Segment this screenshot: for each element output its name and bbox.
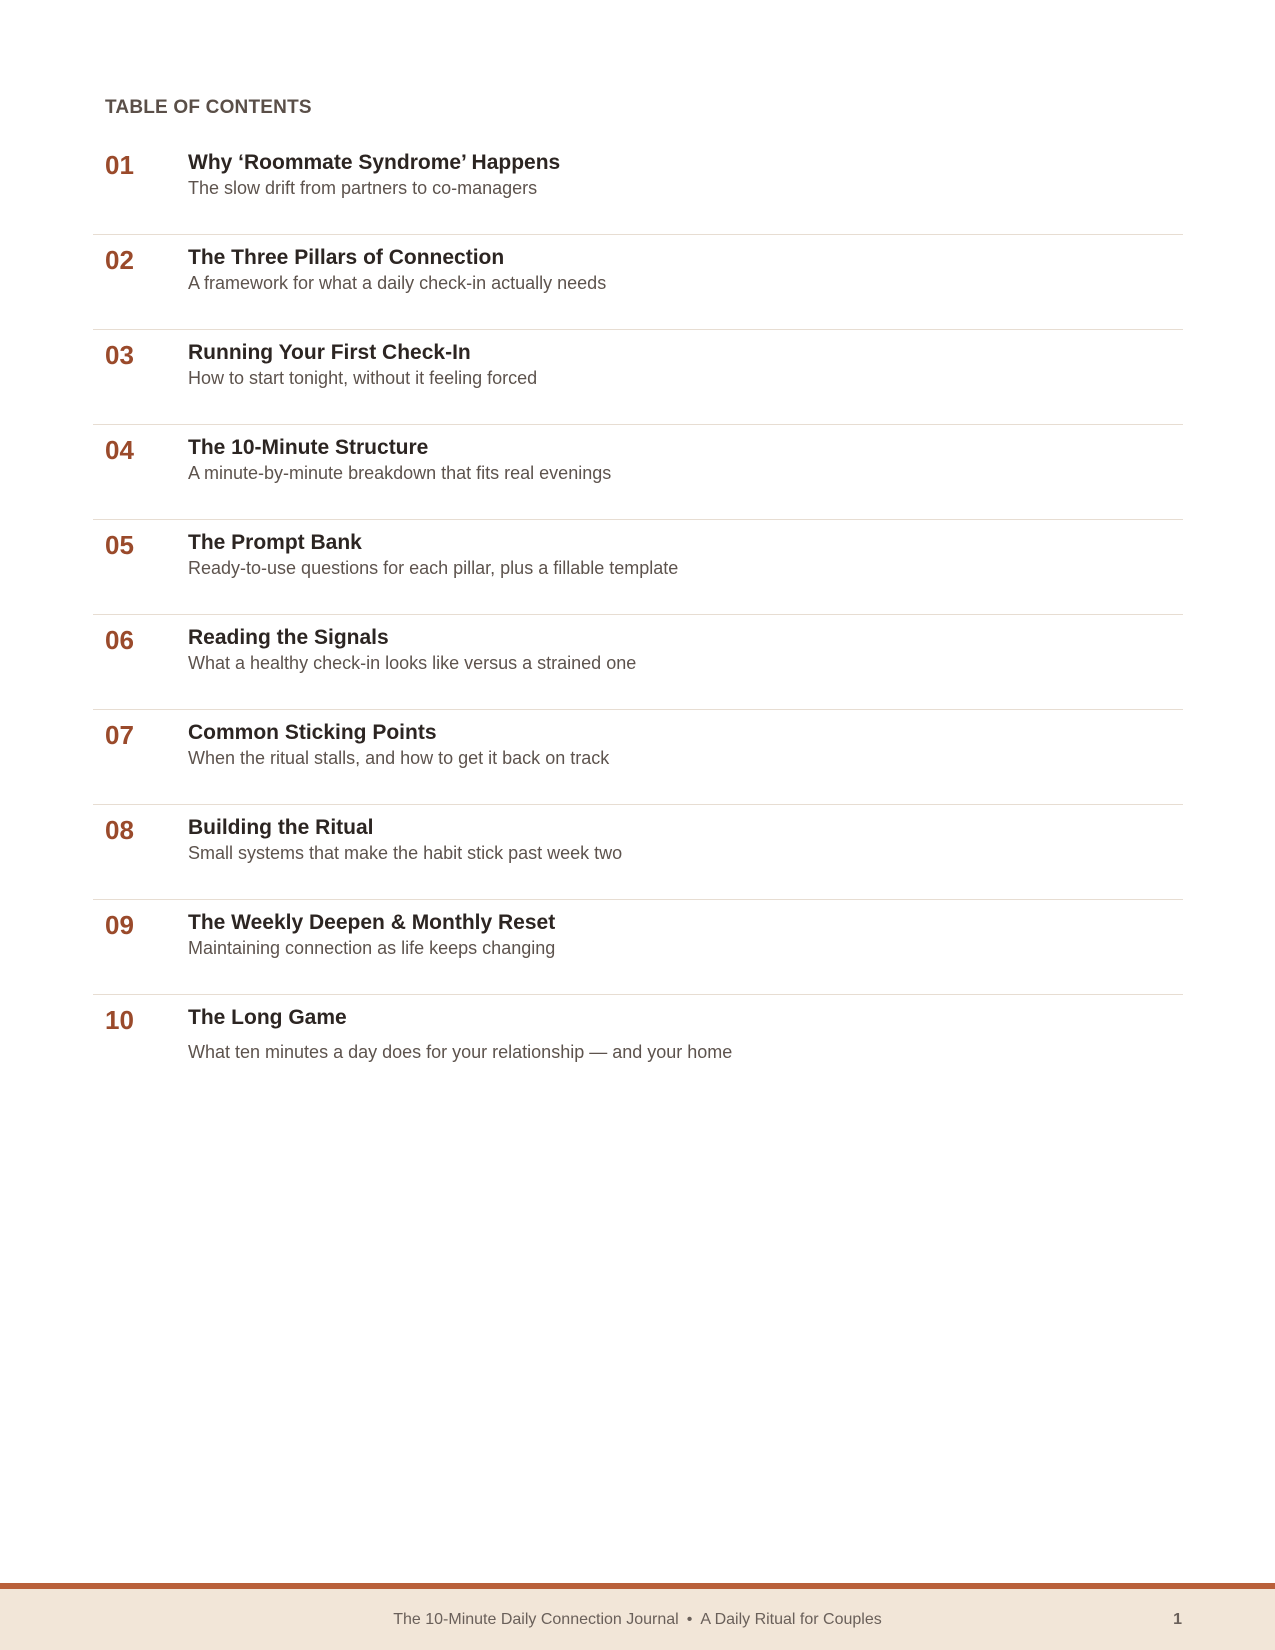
toc-heading: TABLE OF CONTENTS: [105, 97, 312, 118]
toc-entry-subtitle: When the ritual stalls, and how to get it back on track: [188, 748, 610, 768]
toc-entry[interactable]: [93, 615, 1183, 710]
toc-entry-subtitle: How to start tonight, without it feeling forced: [188, 368, 538, 388]
toc-entry-title[interactable]: Common Sticking Points: [188, 721, 437, 744]
footer-separator: •: [686, 1611, 693, 1628]
toc-entry-subtitle: What ten minutes a day does for your relationship — and your home: [188, 1042, 733, 1062]
toc-entry-title[interactable]: The Prompt Bank: [188, 531, 362, 554]
toc-entry-number: 10: [105, 1005, 134, 1035]
toc-entry-title[interactable]: Reading the Signals: [188, 626, 389, 649]
toc-entry[interactable]: [93, 140, 1183, 235]
toc-list: [93, 140, 1183, 1090]
toc-entry[interactable]: [93, 425, 1183, 520]
toc-entry-subtitle: What a healthy check-in looks like versus a strained one: [188, 653, 637, 673]
toc-entry-subtitle: A framework for what a daily check-in actually needs: [188, 273, 607, 293]
toc-entry-title[interactable]: Building the Ritual: [188, 816, 374, 839]
toc-entry-title[interactable]: The Three Pillars of Connection: [188, 246, 505, 269]
footer-book-title: The 10-Minute Daily Connection Journal: [393, 1611, 679, 1628]
toc-entry-number: 07: [105, 720, 134, 750]
toc-entry-subtitle: Small systems that make the habit stick past week two: [188, 843, 623, 863]
page-number: 1: [1173, 1611, 1182, 1628]
toc-entry-number: 09: [105, 910, 134, 940]
toc-entry[interactable]: [93, 900, 1183, 995]
footer-tagline: A Daily Ritual for Couples: [700, 1611, 882, 1628]
toc-entry-title[interactable]: Running Your First Check-In: [188, 341, 471, 364]
toc-entry-subtitle: A minute-by-minute breakdown that fits real evenings: [188, 463, 612, 483]
toc-entry[interactable]: [93, 805, 1183, 900]
toc-entry[interactable]: [93, 330, 1183, 425]
toc-entry-number: 03: [105, 340, 134, 370]
toc-entry-subtitle: Ready-to-use questions for each pillar, plus a fillable template: [188, 558, 679, 578]
toc-entry-number: 02: [105, 245, 134, 275]
toc-entry-title[interactable]: Why ‘Roommate Syndrome’ Happens: [188, 151, 561, 174]
toc-entry-subtitle: The slow drift from partners to co-managers: [188, 178, 538, 198]
toc-entry-title[interactable]: The Weekly Deepen & Monthly Reset: [188, 911, 556, 934]
toc-entry[interactable]: [93, 995, 1183, 1090]
toc-entry-number: 05: [105, 530, 134, 560]
toc-entry-number: 08: [105, 815, 134, 845]
toc-entry-subtitle: Maintaining connection as life keeps changing: [188, 938, 556, 958]
toc-entry-number: 04: [105, 435, 134, 465]
toc-entry-title[interactable]: The 10-Minute Structure: [188, 436, 429, 459]
page-footer: [0, 1589, 1275, 1650]
footer-caption: [0, 1611, 1275, 1629]
toc-entry-number: 01: [105, 150, 134, 180]
toc-entry-number: 06: [105, 625, 134, 655]
toc-entry-title[interactable]: The Long Game: [188, 1006, 347, 1029]
toc-entry[interactable]: [93, 520, 1183, 615]
toc-entry[interactable]: [93, 710, 1183, 805]
toc-entry[interactable]: [93, 235, 1183, 330]
